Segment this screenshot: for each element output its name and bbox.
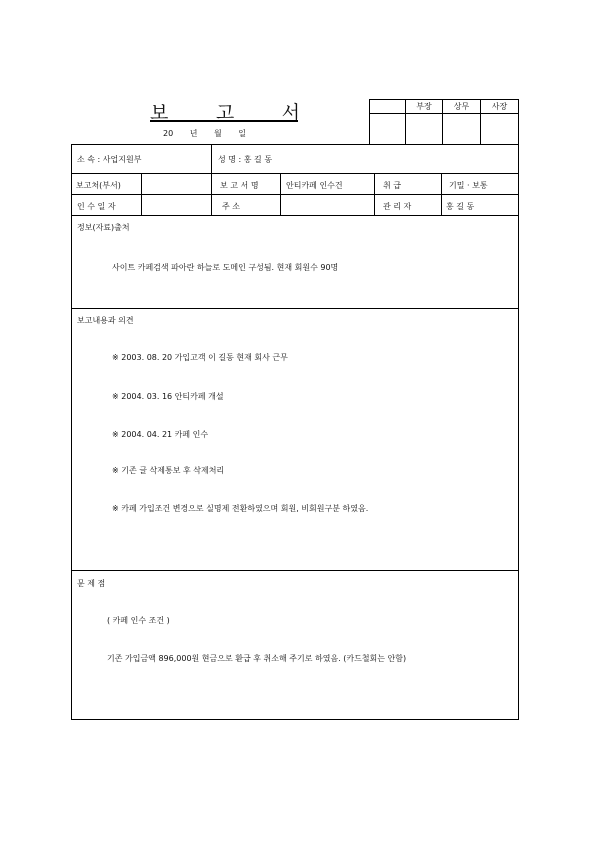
manager-label: 관 리 자: [383, 202, 412, 211]
report-item: ※ 2004. 03. 16 안티카페 개설: [112, 392, 224, 401]
problem-subheading: ( 카페 인수 조건 ): [107, 616, 170, 625]
handling-value[interactable]: 기밀 · 보통: [449, 181, 488, 190]
row-divider: [71, 215, 519, 216]
author-name: 성 명 : 홍 길 동: [218, 155, 273, 164]
approval-table: [369, 99, 519, 145]
title-char: 고: [215, 102, 235, 124]
report-heading: 보고내용과 의견: [77, 316, 134, 325]
report-to-label: 보고처(부서): [76, 181, 121, 190]
section-divider: [71, 570, 519, 571]
row-divider: [71, 173, 519, 174]
address-label: 주 소: [222, 202, 240, 211]
approval-header-director: 상무: [443, 100, 481, 114]
source-heading: 정보(자료)출처: [77, 223, 130, 232]
problem-heading: 문 제 점: [77, 579, 106, 588]
column-divider: [211, 173, 212, 215]
report-item: ※ 카페 가입조건 변경으로 실명제 전환하였으며 회원, 비회원구분 하였음.: [112, 504, 369, 513]
document-title: [150, 98, 300, 122]
report-item: ※ 2003. 08. 20 가입고객 이 길동 현재 회사 근무: [112, 353, 288, 362]
problem-text: 기존 가입금액 896,000원 현금으로 환급 후 취소해 주기로 하였음. (카드철회는 안함): [107, 654, 407, 663]
approval-sign-director[interactable]: [443, 114, 481, 145]
title-underline: [150, 120, 298, 122]
title-char: 서: [281, 102, 300, 124]
column-divider: [441, 173, 442, 215]
source-text: 사이트 카페검색 파아란 하늘로 도메인 구성됨. 현재 회원수 90명: [112, 263, 339, 272]
report-name-label: 보 고 서 명: [220, 181, 259, 190]
approval-header-president: 사장: [481, 100, 519, 114]
approval-blank-sign: [370, 114, 406, 145]
approval-sign-manager[interactable]: [406, 114, 443, 145]
column-divider: [211, 144, 212, 173]
approval-header-manager: 부장: [406, 100, 443, 114]
handling-label: 취 급: [383, 181, 401, 190]
date-line: 20 년 월 일: [163, 129, 246, 138]
report-item: ※ 기존 글 삭제통보 후 삭제처리: [112, 466, 225, 475]
take-date-label: 인 수 일 자: [77, 202, 116, 211]
section-divider: [71, 308, 519, 309]
approval-blank-header: [370, 100, 406, 114]
report-item: ※ 2004. 04. 21 카페 인수: [112, 430, 209, 439]
column-divider: [374, 173, 375, 215]
column-divider: [280, 173, 281, 215]
report-name-value[interactable]: 안티카페 인수건: [286, 181, 343, 190]
title-char: 보: [150, 102, 169, 124]
column-divider: [141, 173, 142, 215]
approval-sign-president[interactable]: [481, 114, 519, 145]
manager-value[interactable]: 홍 길 동: [446, 202, 475, 211]
affiliation: 소 속 : 사업지원부: [77, 155, 142, 164]
row-divider: [71, 194, 519, 195]
